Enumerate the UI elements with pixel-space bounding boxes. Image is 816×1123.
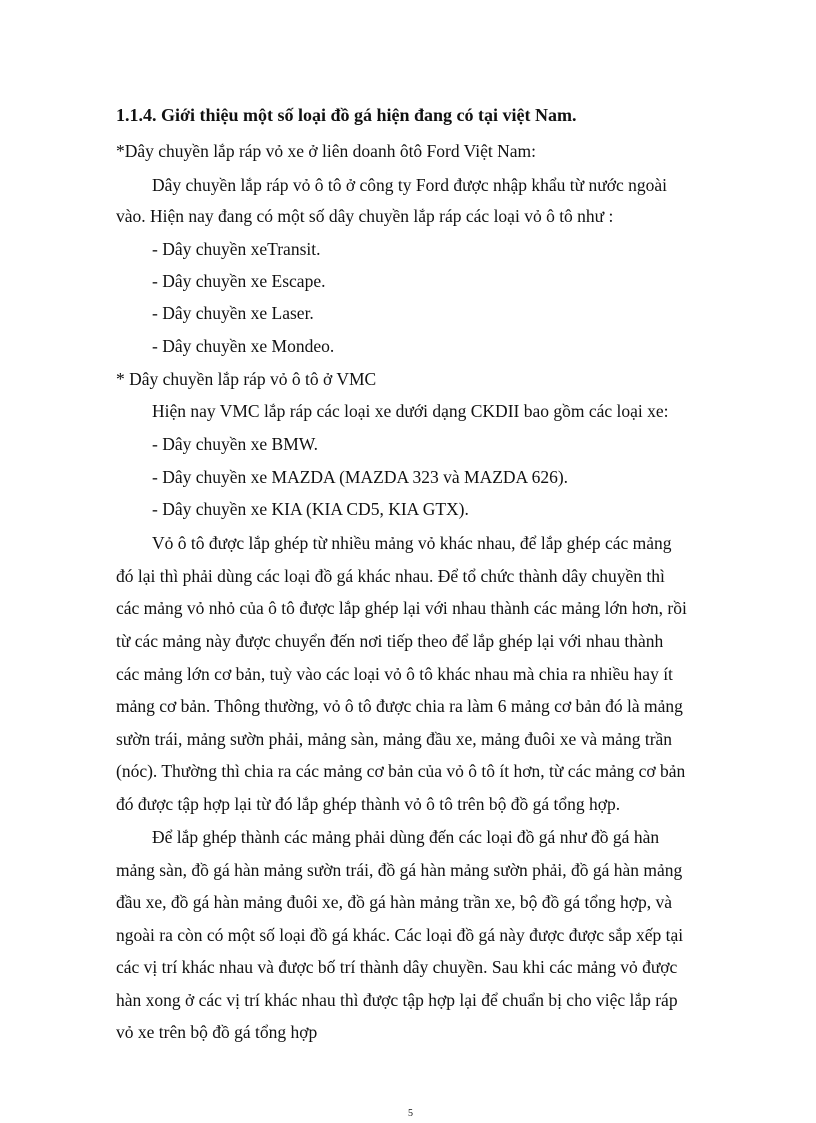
paragraph-line: vỏ xe trên bộ đồ gá tổng hợp xyxy=(116,1022,318,1042)
vmc-intro: Hiện nay VMC lắp ráp các loại xe dưới dạng CKDII bao gồm các loại xe: xyxy=(152,401,669,421)
paragraph-line: Vỏ ô tô được lắp ghép từ nhiều mảng vỏ khác nhau, để lắp ghép các mảng xyxy=(152,533,672,553)
ford-paragraph-line: vào. Hiện nay đang có một số dây chuyền lắp ráp các loại vỏ ô tô như : xyxy=(116,206,614,226)
vmc-section-title: * Dây chuyền lắp ráp vỏ ô tô ở VMC xyxy=(116,369,377,389)
ford-list-item: - Dây chuyền xe Escape. xyxy=(152,271,326,291)
paragraph-line: Để lắp ghép thành các mảng phải dùng đến các loại đồ gá như đồ gá hàn xyxy=(152,827,660,847)
ford-list-item: - Dây chuyền xeTransit. xyxy=(152,239,321,259)
paragraph-line: các vị trí khác nhau và được bố trí thành dây chuyền. Sau khi các mảng vỏ được xyxy=(116,957,678,977)
paragraph-line: ngoài ra còn có một số loại đồ gá khác. Các loại đồ gá này được được sắp xếp tại xyxy=(116,925,684,945)
paragraph-line: sườn trái, mảng sườn phải, mảng sàn, mảng đầu xe, mảng đuôi xe và mảng trần xyxy=(116,729,673,749)
section-heading: 1.1.4. Giới thiệu một số loại đồ gá hiện đang có tại việt Nam. xyxy=(116,105,577,125)
paragraph-line: các mảng lớn cơ bản, tuỳ vào các loại vỏ ô tô khác nhau mà chia ra nhiều hay ít xyxy=(116,664,673,684)
paragraph-line: mảng cơ bản. Thông thường, vỏ ô tô được chia ra làm 6 mảng cơ bản đó là mảng xyxy=(116,696,683,716)
paragraph-line: đó lại thì phải dùng các loại đồ gá khác nhau. Để tổ chức thành dây chuyền thì xyxy=(116,566,665,586)
ford-list-item: - Dây chuyền xe Mondeo. xyxy=(152,336,335,356)
paragraph-line: hàn xong ở các vị trí khác nhau thì được tập hợp lại để chuẩn bị cho việc lắp ráp xyxy=(116,990,678,1010)
ford-list-item: - Dây chuyền xe Laser. xyxy=(152,303,314,323)
paragraph-line: (nóc). Thường thì chia ra các mảng cơ bản của vỏ ô tô ít hơn, từ các mảng cơ bản xyxy=(116,761,686,781)
vmc-list-item: - Dây chuyền xe MAZDA (MAZDA 323 và MAZDA 626). xyxy=(152,467,569,487)
paragraph-line: đầu xe, đồ gá hàn mảng đuôi xe, đồ gá hàn mảng trần xe, bộ đồ gá tổng hợp, và xyxy=(116,892,672,912)
paragraph-line: các mảng vỏ nhỏ của ô tô được lắp ghép lại với nhau thành các mảng lớn hơn, rồi xyxy=(116,598,687,618)
ford-section-title: *Dây chuyền lắp ráp vỏ xe ở liên doanh ôtô Ford Việt Nam: xyxy=(116,141,537,161)
paragraph-line: mảng sàn, đồ gá hàn mảng sườn trái, đồ gá hàn mảng sườn phải, đồ gá hàn mảng xyxy=(116,860,683,880)
paragraph-line: đó được tập hợp lại từ đó lắp ghép thành vỏ ô tô trên bộ đồ gá tổng hợp. xyxy=(116,794,621,814)
vmc-list-item: - Dây chuyền xe BMW. xyxy=(152,434,319,454)
paragraph-line: từ các mảng này được chuyển đến nơi tiếp theo để lắp ghép lại với nhau thành xyxy=(116,631,664,651)
ford-paragraph-line: Dây chuyền lắp ráp vỏ ô tô ở công ty Ford được nhập khẩu từ nước ngoài xyxy=(152,175,667,195)
vmc-list-item: - Dây chuyền xe KIA (KIA CD5, KIA GTX). xyxy=(152,499,469,519)
page-number: 5 xyxy=(408,1108,413,1119)
